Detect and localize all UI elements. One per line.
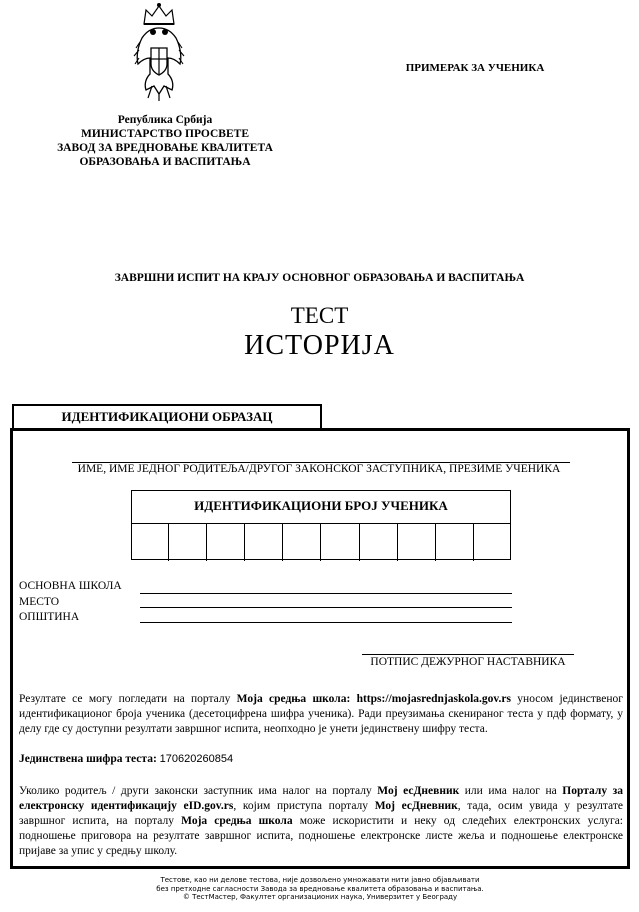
coat-of-arms-icon [132,2,186,102]
eservices-text: Уколико родитељ / други законски заступник има налог на порталу [19,785,378,797]
name-field-caption: ИМЕ, ИМЕ ЈЕДНОГ РОДИТЕЉА/ДРУГОГ ЗАКОНСКОГ ЗАСТУПНИКА, ПРЕЗИМЕ УЧЕНИКА [77,463,561,475]
place-field-line[interactable] [140,607,512,608]
student-id-cells [131,523,511,560]
test-code-label: Јединствена шифра теста: [19,753,160,765]
footer-line: © ТестМастер, Факултет организационих наука, Универзитет у Београду [182,893,458,901]
results-text: Резултате се могу погледати на порталу [19,693,237,705]
id-digit-cell[interactable] [244,524,282,561]
eservices-text: може искористити и неку од следећих електронских услуга: подношење приговора на резултате завршног испита, подношење електронске листе жеља и подношење електронске пријаве за упис у средњу школу. [19,815,623,857]
eid-portal-name: Порталу за електронску идентификацију eID.gov.rs [19,785,623,812]
org-institute-line1: ЗАВОД ЗА ВРЕДНОВАЊЕ КВАЛИТЕТА [57,142,273,154]
id-digit-cell[interactable] [206,524,244,561]
results-portal-link[interactable]: Моја средња школа: https://mojasrednjaskola.gov.rs [236,693,511,705]
id-digit-cell[interactable] [473,524,511,561]
test-code-value: 170620260854 [159,753,234,765]
portal-name: Мој есДневник [377,785,460,797]
municipality-field-line[interactable] [140,622,512,623]
org-institute-line2: ОБРАЗОВАЊА И ВАСПИТАЊА [79,156,251,168]
eservices-text: или има налог на [459,785,563,797]
org-ministry: МИНИСТАРСТВО ПРОСВЕТЕ [80,128,249,140]
school-field-line[interactable] [140,593,512,594]
municipality-label: ОПШТИНА [19,611,80,623]
exam-title: ЗАВРШНИ ИСПИТ НА КРАЈУ ОСНОВНОГ ОБРАЗОВАЊА И ВАСПИТАЊА [114,272,525,284]
subject-title: ИСТОРИЈА [244,330,395,361]
eservices-text: , тада, осим увида у резултате завршног испита, на порталу [19,800,623,827]
footer-line: Тестове, као ни делове тестова, није дозвољено умножавати нити јавно објављивати [160,876,480,884]
copyright-footer [140,876,500,902]
results-paragraph [19,692,623,737]
footer-line: без претходне сагласности Завода за вредновање квалитета образовања и васпитања. [156,884,484,893]
form-tab-title: ИДЕНТИФИКАЦИОНИ ОБРАЗАЦ [12,404,322,428]
id-digit-cell[interactable] [282,524,320,561]
org-country: Република Србија [117,114,213,126]
id-digit-cell[interactable] [168,524,206,561]
place-label: МЕСТО [19,596,60,608]
id-digit-cell[interactable] [435,524,473,561]
portal-name: Мој есДневник [374,800,458,812]
portal-name: Моја средња школа [181,815,293,827]
id-digit-cell[interactable] [320,524,358,561]
copy-label: ПРИМЕРАК ЗА УЧЕНИКА [405,62,545,74]
eservices-text: , којим приступа порталу [233,800,375,812]
test-code-line [19,752,623,767]
id-digit-cell[interactable] [359,524,397,561]
test-label: ТЕСТ [290,303,349,328]
school-label: ОСНОВНА ШКОЛА [19,580,122,592]
id-digit-cell[interactable] [131,524,168,561]
signature-field-line[interactable] [362,654,574,655]
student-id-title: ИДЕНТИФИКАЦИОНИ БРОЈ УЧЕНИКА [194,498,448,513]
organization-block [30,113,300,169]
signature-caption: ПОТПИС ДЕЖУРНОГ НАСТАВНИКА [370,656,566,668]
results-text-cont: уносом јединственог идентификационог броја ученика (десетоцифрена шифра ученика). Ради преузимања скенираног теста у пдф формату, у делу где су доступни резултати завршног испита, неопходно је унети јединствену шифру теста. [19,693,623,735]
eservices-paragraph [19,784,623,859]
id-digit-cell[interactable] [397,524,435,561]
